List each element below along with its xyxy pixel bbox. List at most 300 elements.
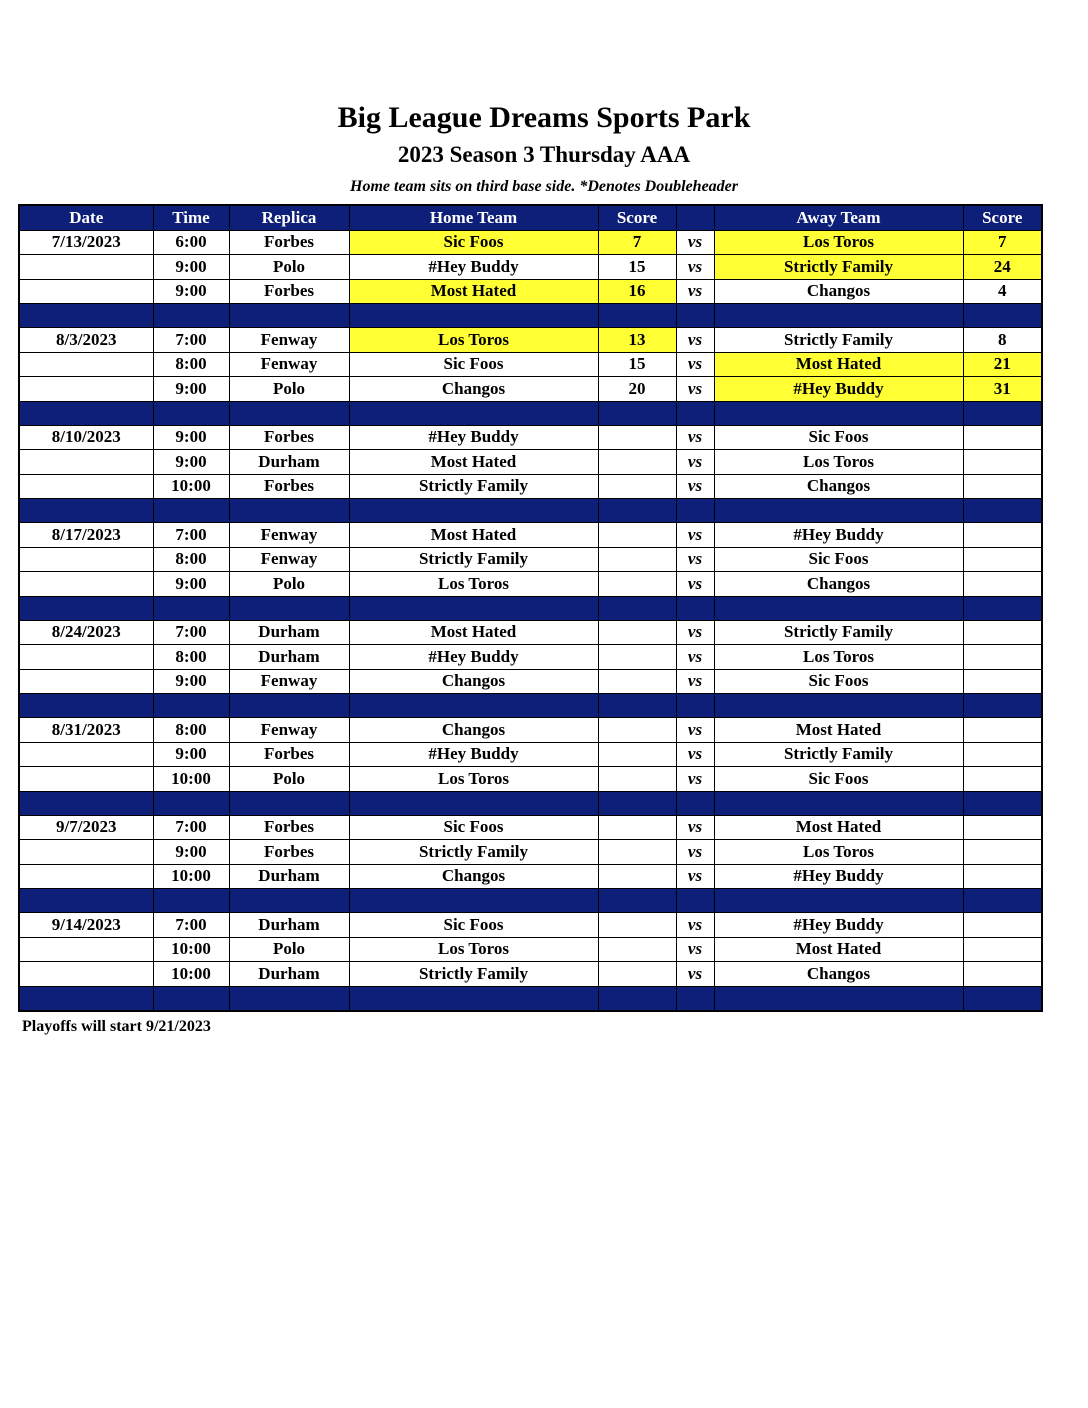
- header-replica: Replica: [229, 205, 349, 230]
- time-cell: 9:00: [153, 742, 229, 767]
- away-team-cell: #Hey Buddy: [714, 913, 963, 938]
- home-team-cell: #Hey Buddy: [349, 645, 598, 670]
- home-team-cell: Most Hated: [349, 450, 598, 475]
- header-away-team: Away Team: [714, 205, 963, 230]
- separator-cell: [598, 694, 676, 718]
- separator-cell: [229, 791, 349, 815]
- separator-cell: [963, 791, 1042, 815]
- away-score-cell: [963, 572, 1042, 597]
- separator-cell: [714, 401, 963, 425]
- table-row: [19, 937, 1042, 962]
- home-team-cell: Changos: [349, 669, 598, 694]
- time-cell: 10:00: [153, 474, 229, 499]
- home-score-cell: [598, 669, 676, 694]
- separator-cell: [714, 596, 963, 620]
- table-row: [19, 913, 1042, 938]
- table-row: [19, 962, 1042, 987]
- replica-cell: Fenway: [229, 352, 349, 377]
- separator-cell: [19, 401, 153, 425]
- date-cell: [19, 742, 153, 767]
- date-cell: [19, 864, 153, 889]
- date-cell: 8/10/2023: [19, 425, 153, 450]
- vs-cell: vs: [676, 547, 714, 572]
- away-score-cell: [963, 620, 1042, 645]
- home-score-cell: [598, 547, 676, 572]
- separator-cell: [676, 986, 714, 1011]
- date-cell: [19, 255, 153, 280]
- separator-cell: [676, 791, 714, 815]
- header-vs: [676, 205, 714, 230]
- replica-cell: Fenway: [229, 328, 349, 353]
- separator-cell: [676, 596, 714, 620]
- away-score-cell: [963, 645, 1042, 670]
- vs-cell: vs: [676, 328, 714, 353]
- home-score-cell: [598, 913, 676, 938]
- page-title: Big League Dreams Sports Park: [337, 101, 751, 134]
- home-score-cell: [598, 962, 676, 987]
- separator-cell: [349, 304, 598, 328]
- replica-cell: Forbes: [229, 279, 349, 304]
- time-cell: 9:00: [153, 572, 229, 597]
- vs-cell: vs: [676, 962, 714, 987]
- date-cell: [19, 352, 153, 377]
- header-away-score: Score: [963, 205, 1042, 230]
- date-cell: 9/7/2023: [19, 815, 153, 840]
- separator-cell: [963, 986, 1042, 1011]
- replica-cell: Polo: [229, 572, 349, 597]
- time-cell: 8:00: [153, 718, 229, 743]
- vs-cell: vs: [676, 742, 714, 767]
- vs-cell: vs: [676, 864, 714, 889]
- time-cell: 9:00: [153, 669, 229, 694]
- separator-cell: [19, 499, 153, 523]
- date-cell: [19, 547, 153, 572]
- vs-cell: vs: [676, 523, 714, 548]
- time-cell: 9:00: [153, 377, 229, 402]
- table-row: [19, 474, 1042, 499]
- separator-row: [19, 596, 1042, 620]
- separator-cell: [153, 304, 229, 328]
- home-score-cell: 13: [598, 328, 676, 353]
- vs-cell: vs: [676, 572, 714, 597]
- vs-cell: vs: [676, 669, 714, 694]
- vs-cell: vs: [676, 377, 714, 402]
- time-cell: 7:00: [153, 620, 229, 645]
- separator-row: [19, 986, 1042, 1011]
- separator-cell: [714, 499, 963, 523]
- table-row: [19, 742, 1042, 767]
- away-score-cell: [963, 840, 1042, 865]
- vs-cell: vs: [676, 645, 714, 670]
- replica-cell: Forbes: [229, 474, 349, 499]
- home-team-cell: Los Toros: [349, 937, 598, 962]
- table-row: [19, 352, 1042, 377]
- home-team-cell: Changos: [349, 718, 598, 743]
- page-subtitle: 2023 Season 3 Thursday AAA: [397, 142, 691, 167]
- separator-cell: [153, 499, 229, 523]
- separator-cell: [349, 401, 598, 425]
- table-row: [19, 840, 1042, 865]
- away-score-cell: [963, 864, 1042, 889]
- separator-cell: [676, 401, 714, 425]
- separator-cell: [19, 694, 153, 718]
- away-team-cell: Los Toros: [714, 230, 963, 255]
- home-team-cell: Most Hated: [349, 523, 598, 548]
- home-score-cell: [598, 645, 676, 670]
- replica-cell: Forbes: [229, 815, 349, 840]
- vs-cell: vs: [676, 450, 714, 475]
- date-cell: 8/31/2023: [19, 718, 153, 743]
- home-score-cell: [598, 742, 676, 767]
- time-cell: 7:00: [153, 523, 229, 548]
- header-home-score: Score: [598, 205, 676, 230]
- home-score-cell: [598, 864, 676, 889]
- separator-row: [19, 401, 1042, 425]
- home-score-cell: [598, 840, 676, 865]
- away-team-cell: Sic Foos: [714, 669, 963, 694]
- home-team-cell: Strictly Family: [349, 547, 598, 572]
- home-score-cell: 20: [598, 377, 676, 402]
- table-row: [19, 523, 1042, 548]
- away-team-cell: Sic Foos: [714, 547, 963, 572]
- table-row: [19, 279, 1042, 304]
- separator-cell: [19, 791, 153, 815]
- separator-cell: [229, 499, 349, 523]
- home-team-cell: Changos: [349, 864, 598, 889]
- table-row: [19, 767, 1042, 792]
- replica-cell: Polo: [229, 377, 349, 402]
- away-team-cell: #Hey Buddy: [714, 523, 963, 548]
- separator-cell: [349, 596, 598, 620]
- separator-cell: [963, 499, 1042, 523]
- header-home-team: Home Team: [349, 205, 598, 230]
- separator-cell: [598, 596, 676, 620]
- date-cell: [19, 937, 153, 962]
- time-cell: 8:00: [153, 645, 229, 670]
- table-row: [19, 864, 1042, 889]
- time-cell: 9:00: [153, 279, 229, 304]
- date-cell: [19, 767, 153, 792]
- home-score-cell: [598, 767, 676, 792]
- separator-row: [19, 499, 1042, 523]
- away-score-cell: [963, 425, 1042, 450]
- home-team-cell: #Hey Buddy: [349, 255, 598, 280]
- vs-cell: vs: [676, 352, 714, 377]
- separator-row: [19, 304, 1042, 328]
- separator-cell: [598, 499, 676, 523]
- away-team-cell: Changos: [714, 279, 963, 304]
- home-score-cell: 15: [598, 255, 676, 280]
- home-team-cell: Strictly Family: [349, 840, 598, 865]
- away-score-cell: [963, 547, 1042, 572]
- home-team-cell: Sic Foos: [349, 913, 598, 938]
- separator-cell: [963, 304, 1042, 328]
- table-row: [19, 718, 1042, 743]
- separator-cell: [349, 499, 598, 523]
- table-row: [19, 425, 1042, 450]
- replica-cell: Forbes: [229, 840, 349, 865]
- home-score-cell: 15: [598, 352, 676, 377]
- away-team-cell: Most Hated: [714, 718, 963, 743]
- separator-cell: [714, 791, 963, 815]
- separator-cell: [19, 986, 153, 1011]
- home-score-cell: [598, 718, 676, 743]
- separator-cell: [598, 889, 676, 913]
- away-team-cell: Strictly Family: [714, 742, 963, 767]
- replica-cell: Durham: [229, 645, 349, 670]
- away-team-cell: Strictly Family: [714, 328, 963, 353]
- separator-cell: [229, 694, 349, 718]
- vs-cell: vs: [676, 913, 714, 938]
- separator-cell: [714, 986, 963, 1011]
- time-cell: 7:00: [153, 913, 229, 938]
- away-score-cell: 21: [963, 352, 1042, 377]
- separator-cell: [153, 986, 229, 1011]
- table-row: [19, 450, 1042, 475]
- date-cell: [19, 840, 153, 865]
- separator-cell: [963, 596, 1042, 620]
- home-score-cell: [598, 425, 676, 450]
- away-score-cell: 24: [963, 255, 1042, 280]
- table-row: [19, 377, 1042, 402]
- away-team-cell: Los Toros: [714, 645, 963, 670]
- away-team-cell: Most Hated: [714, 937, 963, 962]
- away-team-cell: Changos: [714, 962, 963, 987]
- away-score-cell: [963, 450, 1042, 475]
- separator-cell: [714, 304, 963, 328]
- time-cell: 9:00: [153, 255, 229, 280]
- date-cell: [19, 572, 153, 597]
- replica-cell: Durham: [229, 864, 349, 889]
- replica-cell: Polo: [229, 767, 349, 792]
- time-cell: 10:00: [153, 864, 229, 889]
- vs-cell: vs: [676, 620, 714, 645]
- schedule-body: [19, 230, 1042, 1011]
- table-row: [19, 230, 1042, 255]
- vs-cell: vs: [676, 474, 714, 499]
- home-team-cell: Los Toros: [349, 328, 598, 353]
- date-cell: [19, 450, 153, 475]
- date-cell: 7/13/2023: [19, 230, 153, 255]
- separator-cell: [19, 596, 153, 620]
- separator-cell: [229, 304, 349, 328]
- date-cell: 8/3/2023: [19, 328, 153, 353]
- separator-cell: [676, 304, 714, 328]
- away-score-cell: 7: [963, 230, 1042, 255]
- vs-cell: vs: [676, 767, 714, 792]
- separator-cell: [676, 889, 714, 913]
- away-score-cell: [963, 718, 1042, 743]
- away-score-cell: [963, 474, 1042, 499]
- replica-cell: Forbes: [229, 425, 349, 450]
- separator-cell: [19, 889, 153, 913]
- schedule-table: [18, 204, 1043, 1012]
- time-cell: 9:00: [153, 450, 229, 475]
- date-cell: 8/17/2023: [19, 523, 153, 548]
- away-score-cell: 31: [963, 377, 1042, 402]
- separator-cell: [349, 791, 598, 815]
- separator-cell: [153, 694, 229, 718]
- separator-row: [19, 889, 1042, 913]
- table-row: [19, 669, 1042, 694]
- date-cell: [19, 377, 153, 402]
- away-score-cell: [963, 962, 1042, 987]
- away-score-cell: [963, 742, 1042, 767]
- table-row: [19, 572, 1042, 597]
- date-cell: 8/24/2023: [19, 620, 153, 645]
- home-team-cell: Los Toros: [349, 767, 598, 792]
- time-cell: 10:00: [153, 767, 229, 792]
- separator-cell: [963, 401, 1042, 425]
- header-date: Date: [19, 205, 153, 230]
- away-team-cell: Changos: [714, 572, 963, 597]
- date-cell: [19, 279, 153, 304]
- away-team-cell: Sic Foos: [714, 767, 963, 792]
- away-score-cell: [963, 669, 1042, 694]
- home-team-cell: Most Hated: [349, 620, 598, 645]
- home-team-cell: Los Toros: [349, 572, 598, 597]
- separator-row: [19, 694, 1042, 718]
- away-score-cell: [963, 523, 1042, 548]
- separator-cell: [963, 889, 1042, 913]
- home-score-cell: [598, 815, 676, 840]
- away-team-cell: #Hey Buddy: [714, 864, 963, 889]
- home-score-cell: [598, 474, 676, 499]
- time-cell: 7:00: [153, 328, 229, 353]
- replica-cell: Fenway: [229, 547, 349, 572]
- time-cell: 10:00: [153, 962, 229, 987]
- home-team-cell: Strictly Family: [349, 474, 598, 499]
- replica-cell: Durham: [229, 450, 349, 475]
- home-team-cell: Sic Foos: [349, 815, 598, 840]
- separator-cell: [229, 596, 349, 620]
- vs-cell: vs: [676, 815, 714, 840]
- time-cell: 10:00: [153, 937, 229, 962]
- separator-cell: [153, 889, 229, 913]
- home-score-cell: 7: [598, 230, 676, 255]
- separator-row: [19, 791, 1042, 815]
- date-cell: [19, 645, 153, 670]
- home-team-cell: Changos: [349, 377, 598, 402]
- away-team-cell: Most Hated: [714, 352, 963, 377]
- separator-cell: [153, 401, 229, 425]
- home-score-cell: [598, 450, 676, 475]
- separator-cell: [19, 304, 153, 328]
- separator-cell: [963, 694, 1042, 718]
- vs-cell: vs: [676, 279, 714, 304]
- away-team-cell: Strictly Family: [714, 255, 963, 280]
- home-score-cell: 16: [598, 279, 676, 304]
- replica-cell: Fenway: [229, 523, 349, 548]
- replica-cell: Fenway: [229, 669, 349, 694]
- date-cell: [19, 962, 153, 987]
- date-cell: [19, 474, 153, 499]
- separator-cell: [714, 694, 963, 718]
- away-score-cell: [963, 937, 1042, 962]
- table-row: [19, 255, 1042, 280]
- time-cell: 8:00: [153, 547, 229, 572]
- separator-cell: [598, 986, 676, 1011]
- home-score-cell: [598, 523, 676, 548]
- away-team-cell: Strictly Family: [714, 620, 963, 645]
- header-time: Time: [153, 205, 229, 230]
- separator-cell: [229, 986, 349, 1011]
- table-row: [19, 815, 1042, 840]
- away-team-cell: Sic Foos: [714, 425, 963, 450]
- table-header-row: [19, 205, 1042, 230]
- separator-cell: [676, 694, 714, 718]
- time-cell: 7:00: [153, 815, 229, 840]
- table-row: [19, 328, 1042, 353]
- replica-cell: Polo: [229, 937, 349, 962]
- vs-cell: vs: [676, 840, 714, 865]
- away-score-cell: 4: [963, 279, 1042, 304]
- time-cell: 9:00: [153, 840, 229, 865]
- home-score-cell: [598, 620, 676, 645]
- away-team-cell: Los Toros: [714, 840, 963, 865]
- separator-cell: [153, 791, 229, 815]
- doubleheader-note: Home team sits on third base side. *Denotes Doubleheader: [350, 178, 738, 195]
- separator-cell: [714, 889, 963, 913]
- separator-cell: [153, 596, 229, 620]
- vs-cell: vs: [676, 255, 714, 280]
- replica-cell: Durham: [229, 962, 349, 987]
- table-row: [19, 547, 1042, 572]
- away-score-cell: [963, 815, 1042, 840]
- separator-cell: [349, 694, 598, 718]
- vs-cell: vs: [676, 425, 714, 450]
- separator-cell: [598, 791, 676, 815]
- separator-cell: [229, 889, 349, 913]
- home-score-cell: [598, 572, 676, 597]
- replica-cell: Forbes: [229, 230, 349, 255]
- time-cell: 6:00: [153, 230, 229, 255]
- date-cell: 9/14/2023: [19, 913, 153, 938]
- separator-cell: [598, 304, 676, 328]
- home-team-cell: #Hey Buddy: [349, 425, 598, 450]
- replica-cell: Durham: [229, 620, 349, 645]
- replica-cell: Forbes: [229, 742, 349, 767]
- separator-cell: [349, 986, 598, 1011]
- home-team-cell: Sic Foos: [349, 352, 598, 377]
- table-row: [19, 620, 1042, 645]
- home-team-cell: #Hey Buddy: [349, 742, 598, 767]
- replica-cell: Durham: [229, 913, 349, 938]
- vs-cell: vs: [676, 937, 714, 962]
- vs-cell: vs: [676, 718, 714, 743]
- away-team-cell: Los Toros: [714, 450, 963, 475]
- playoffs-note: Playoffs will start 9/21/2023: [22, 1018, 211, 1035]
- home-team-cell: Most Hated: [349, 279, 598, 304]
- replica-cell: Fenway: [229, 718, 349, 743]
- time-cell: 8:00: [153, 352, 229, 377]
- table-row: [19, 645, 1042, 670]
- separator-cell: [229, 401, 349, 425]
- separator-cell: [598, 401, 676, 425]
- away-score-cell: 8: [963, 328, 1042, 353]
- date-cell: [19, 669, 153, 694]
- replica-cell: Polo: [229, 255, 349, 280]
- vs-cell: vs: [676, 230, 714, 255]
- home-score-cell: [598, 937, 676, 962]
- away-team-cell: Most Hated: [714, 815, 963, 840]
- away-team-cell: #Hey Buddy: [714, 377, 963, 402]
- time-cell: 9:00: [153, 425, 229, 450]
- home-team-cell: Sic Foos: [349, 230, 598, 255]
- away-score-cell: [963, 767, 1042, 792]
- home-team-cell: Strictly Family: [349, 962, 598, 987]
- away-score-cell: [963, 913, 1042, 938]
